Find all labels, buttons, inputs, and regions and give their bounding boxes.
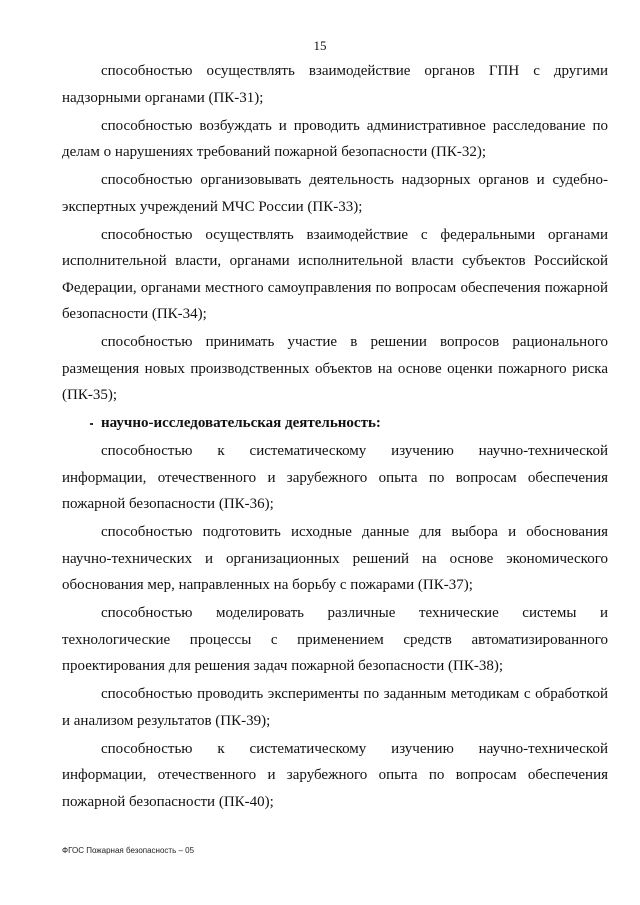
paragraph-pk-39: способностью проводить эксперименты по заданным методикам с обработкой и анализом результатов (ПК-39); [62,686,608,729]
bullet-mark [90,423,93,425]
paragraph-pk-33: способностью организовывать деятельность надзорных органов и судебно-экспертных учреждений МЧС России (ПК-33); [62,172,608,215]
paragraph-pk-38: способностью моделировать различные технические системы и технологические процессы с применением средств автоматизированного проектирования для решения задач пожарной безопасности (ПК-38); [62,605,608,674]
document-body [62,58,608,817]
paragraph-pk-36: способностью к систематическому изучению научно-технической информации, отечественного и зарубежного опыта по вопросам обеспечения пожарной безопасности (ПК-36); [62,443,608,512]
section-heading-text: научно-исследовательская деятельность: [101,415,381,431]
page-footer: ФГОС Пожарная безопасность – 05 [62,846,195,855]
paragraph-pk-40: способностью к систематическому изучению научно-технической информации, отечественного и зарубежного опыта по вопросам обеспечения пожарной безопасности (ПК-40); [62,740,608,810]
paragraph-pk-34: способностью осуществлять взаимодействие с федеральными органами исполнительной власти, органами исполнительной власти субъектов Российской Федерации, органами местного самоуправления по вопросам обеспечения пожарной безопасности (ПК-34); [62,226,608,322]
paragraph-pk-37: способностью подготовить исходные данные для выбора и обоснования научно-технических и организационных решений на основе экономического обоснования мер, направленных на борьбу с пожарами (ПК-37); [62,524,608,593]
paragraph-pk-35: способностью принимать участие в решении вопросов рационального размещения новых производственных объектов на основе оценки пожарного риска (ПК-35); [62,334,608,403]
paragraph-pk-32: способностью возбуждать и проводить административное расследование по делам о нарушениях требований пожарной безопасности (ПК-32); [62,117,608,160]
page-number: 15 [313,38,327,53]
paragraph-pk-31: способностью осуществлять взаимодействие органов ГПН с другими надзорными органами (ПК-31); [62,63,608,106]
section-heading-research [62,410,608,437]
